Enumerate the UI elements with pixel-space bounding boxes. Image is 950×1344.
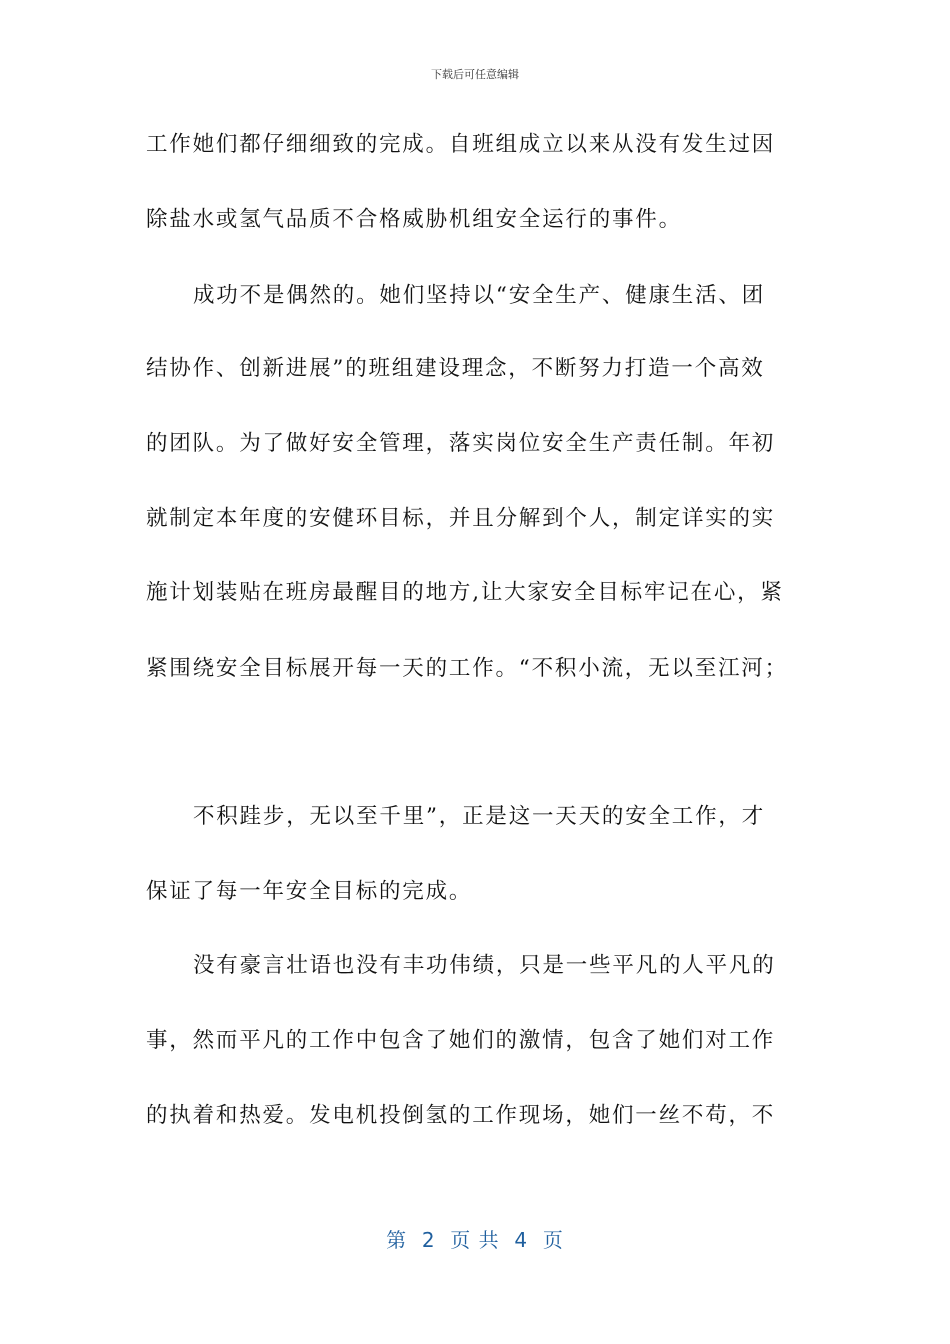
page-header: 下载后可任意编辑: [431, 68, 519, 81]
text-line: 施计划装贴在班房最醒目的地方,让大家安全目标牢记在心，紧: [146, 580, 784, 605]
text-line: 紧围绕安全目标展开每一天的工作。“不积小流，无以至江河；: [146, 656, 788, 681]
text-line: 的执着和热爱。发电机投倒氢的工作现场，她们一丝不苟，不: [146, 1103, 776, 1128]
text-line: 除盐水或氢气品质不合格威胁机组安全运行的事件。: [146, 207, 682, 232]
text-line: 就制定本年度的安健环目标，并且分解到个人，制定详实的实: [146, 506, 776, 531]
text-line: 的团队。为了做好安全管理，落实岗位安全生产责任制。年初: [146, 431, 776, 456]
text-line: 工作她们都仔细细致的完成。自班组成立以来从没有发生过因: [146, 132, 776, 157]
paragraph-start-line: 没有豪言壮语也没有丰功伟绩，只是一些平凡的人平凡的: [193, 953, 776, 978]
paragraph-start-line: 成功不是偶然的。她们坚持以“安全生产、健康生活、团: [193, 283, 765, 308]
text-line: 结协作、创新进展”的班组建设理念，不断努力打造一个高效: [146, 356, 765, 381]
paragraph-start-line: 不积跬步，无以至千里”，正是这一天天的安全工作，才: [193, 804, 765, 829]
text-line: 保证了每一年安全目标的完成。: [146, 879, 473, 904]
text-line: 事，然而平凡的工作中包含了她们的激情，包含了她们对工作: [146, 1028, 776, 1053]
page-number-footer: 第 2 页 共 4 页: [386, 1228, 564, 1252]
